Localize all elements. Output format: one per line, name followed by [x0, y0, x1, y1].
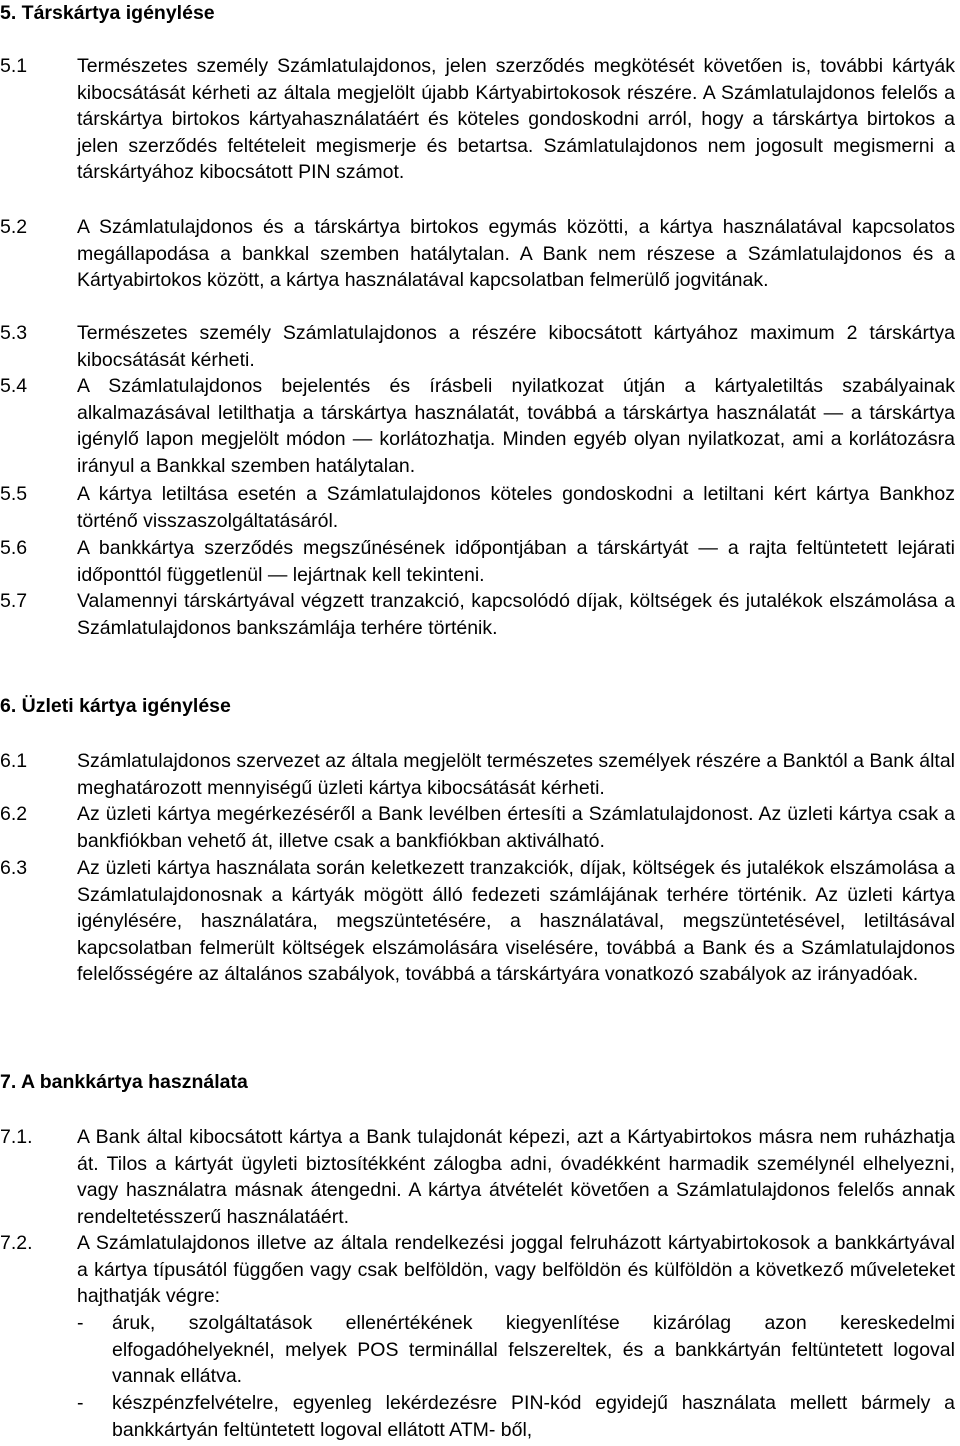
section-heading-7: 7. A bankkártya használata [0, 1071, 248, 1093]
clause-number: 5.3 [0, 322, 28, 344]
section-heading-5: 5. Társkártya igénylése [0, 2, 215, 24]
clause-text: A kártya letiltása esetén a Számlatulajdonos köteles gondoskodni a letiltani kért kártya Bankhoz történő visszaszolgáltatásáról. [77, 483, 955, 532]
clause-text: Valamennyi társkártyával végzett tranzakció, kapcsolódó díjak, költségek és jutalékok elszámolása a Számlatulajdonos bankszámlája terhére történik. [77, 590, 955, 639]
clause-number: 5.2 [0, 216, 28, 238]
clause-text: Természetes személy Számlatulajdonos, jelen szerződés megkötését követően is, további kártyák kibocsátását kérheti az általa megjelölt újabb Kártyabirtokosok részére. A Számlatulajdonos felelős a társkártya birtokos kártyahasználatáért és köteles gondoskodni arról, hogy a társkártya birtokos a jelen szerződés feltételeit megismerje és betartsa. Számlatulajdonos nem jogosult megismerni a társkártyához kibocsátott PIN számot. [77, 55, 955, 184]
clause-text: A Számlatulajdonos illetve az általa rendelkezési joggal felruházott kártyabirtokosok a bankkártyával a kártya típusától függően vagy csak belföldön, vagy belföldön és külföldön a következő műveleteket hajthatják végre: [77, 1232, 955, 1308]
clause-text: Számlatulajdonos szervezet az általa megjelölt természetes személyek részére a Banktól a Bank által meghatározott mennyiségű üzleti kártya kibocsátását kérheti. [77, 750, 955, 799]
bullet-text: áruk, szolgáltatások ellenértékének kiegyenlítése kizárólag azon kereskedelmi elfogadóhelyeknél, melyek POS terminállal felszereltek, és a bankkártyán feltüntetett logoval vannak ellátva. [112, 1312, 955, 1388]
clause-number: 5.6 [0, 537, 28, 559]
clause-number: 7.1. [0, 1126, 33, 1148]
bullet-text: készpénzfelvételre, egyenleg lekérdezésre PIN-kód egyidejű használata mellett bármely a bankkártyán feltüntetett logoval ellátott ATM- ből, [112, 1392, 955, 1441]
clause-text: A Számlatulajdonos és a társkártya birtokos egymás közötti, a kártya használatával kapcsolatos megállapodása a bankkal szemben hatálytalan. A Bank nem részese a Számlatulajdonos és a Kártyabirtokos között, a kártya használatával kapcsolatban felmerülő jogvitának. [77, 216, 955, 292]
clause-text: Az üzleti kártya használata során keletkezett tranzakciók, díjak, költségek és jutalékok elszámolása a Számlatulajdonosnak a kártyák mögött álló fedezeti számlájának terhére történik. Az üzleti kártya igénylésére, használatára, megszüntetésére, a használatával, megszüntetésével, letiltásával kapcsolatban felmerült költségek elszámolására viselésére, továbbá a Bank és a Számlatulajdonos felelősségére az általános szabályok, továbbá a társkártyára vonatkozó szabályok az irányadóak. [77, 857, 955, 986]
clause-number: 6.3 [0, 857, 28, 879]
clause-text: Az üzleti kártya megérkezéséről a Bank levélben értesíti a Számlatulajdonost. Az üzleti kártya csak a bankfiókban vehető át, illetve csak a bankfiókban aktiválható. [77, 803, 955, 852]
clause-number: 7.2. [0, 1232, 33, 1254]
clause-text: A Számlatulajdonos bejelentés és írásbeli nyilatkozat útján a kártyaletiltás szabályainak alkalmazásával letilthatja a társkártya használatát, továbbá a társkártya használatát — a társkártya igénylő lapon megjelölt módon — korlátozhatja. Minden egyéb olyan nyilatkozat, ami a korlátozásra irányul a Bankkal szemben hatálytalan. [77, 375, 955, 477]
clause-number: 5.4 [0, 375, 28, 397]
clause-text: A Bank által kibocsátott kártya a Bank tulajdonát képezi, azt a Kártyabirtokos másra nem ruházhatja át. Tilos a kártyát ügyleti biztosítékként zálogba adni, óvadékként harmadik személynél elhelyezni, vagy használatra másnak átengedni. A kártya átvételét követően a Számlatulajdonos felelős annak rendeltetésszerű használatáért. [77, 1126, 955, 1228]
clause-number: 5.1 [0, 55, 28, 77]
section-heading-6: 6. Üzleti kártya igénylése [0, 695, 231, 717]
clause-number: 5.5 [0, 483, 28, 505]
bullet-dash: - [77, 1392, 84, 1414]
clause-text: Természetes személy Számlatulajdonos a részére kibocsátott kártyához maximum 2 társkártya kibocsátását kérheti. [77, 322, 955, 371]
clause-number: 6.1 [0, 750, 28, 772]
bullet-dash: - [77, 1312, 84, 1334]
clause-text: A bankkártya szerződés megszűnésének időpontjában a társkártyát — a rajta feltüntetett lejárati időponttól függetlenül — lejártnak kell tekinteni. [77, 537, 955, 586]
clause-number: 6.2 [0, 803, 28, 825]
clause-number: 5.7 [0, 590, 28, 612]
